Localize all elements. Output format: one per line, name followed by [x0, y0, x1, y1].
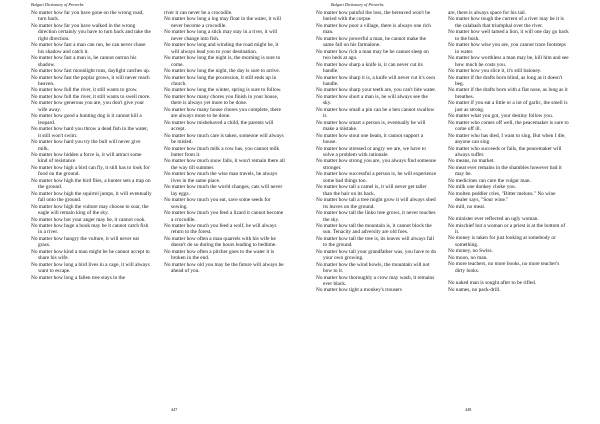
proverb-entry: No milk one donkey choke you.: [448, 184, 516, 191]
proverb-entry: No matter what you got, your destiny follow you.: [448, 113, 554, 120]
proverb-entry: No matter how sharp a knife is, it can never cut its handle.: [316, 61, 423, 75]
proverb-entry: No matter how far you have gone on the wrong road, turn back.: [31, 10, 144, 23]
proverb-entry: No matter how worthless a man may be, kill him and see how much he costs you.: [448, 55, 569, 68]
proverb-entry: No matter how wise you are, you cannot trace footsteps in water.: [448, 42, 566, 55]
proverb-entry: No matter how far you have walked in the wrong direction certainly you have to turn back and take the right direction.: [31, 22, 151, 42]
proverb-entry: No matter how long the night, the day is sure to arrive.: [164, 68, 281, 75]
proverb-entry: No matter how small a pin can be a hen cannot swallow it.: [316, 106, 435, 120]
proverb-entry: No matter how fast the poplar grows, it will never reach heaven.: [31, 74, 150, 87]
proverb-entry: No matter who succeeds or fails, the peacemaker will always suffer.: [448, 145, 562, 158]
proverb-entry: No matter how long a log may float in the water, it will never become a crocodile.: [164, 16, 282, 29]
page-number: 447: [171, 407, 178, 412]
proverb-entry: No matter how tall your grandfather was, you have to do your own growing.: [316, 248, 437, 262]
proverb-entry: No matter how old you may be the future will always be ahead of you.: [164, 261, 284, 275]
proverb-entry: No matter how much the wise man travels, he always lives in the same place.: [164, 171, 278, 184]
proverb-entry: No matter how misbehaved a child, the parents will accept.: [164, 119, 274, 133]
proverb-entry: No matter how you slice it, it's still baloney.: [448, 68, 542, 75]
proverb-entry: No matter how rich a man may be he cannot sleep on two beds at ago.: [316, 48, 429, 62]
proverb-entry: No matter how long a stick may stay in a river, it will never change into fish.: [164, 29, 278, 42]
proverb-entry: No matter how high the vulture may choose to soar, the eagle will remain king of the sky.: [31, 203, 149, 217]
proverb-entry: No matter how long the night is, the morning is sure to come.: [164, 55, 281, 68]
proverb-entry: No matter how much snow falls, it won't remain there all the way till summer.: [164, 158, 285, 171]
proverb-entry: No matter how tall a camel is, it will never get taller than the hair on its back.: [316, 184, 427, 197]
proverb-entry: No medicines can cure the vulgar man.: [448, 177, 531, 184]
proverb-entry: No more teachers, no more books, no more teacher's dirty looks.: [448, 261, 560, 274]
proverb-entry: No matter if you eat a little or a lot of garlic, the smell is just as strong.: [448, 100, 568, 113]
proverb-entry: No molten peddler cries, "Bitter melons." No wine dealer says, "Sour wine.": [448, 190, 556, 204]
proverb-entry: No matter how successful a person is, he will experience some bad things too.: [316, 171, 437, 184]
proverb-entry: No mill, no meal.: [448, 203, 486, 210]
proverb-entry: No names, no pack-drill.: [448, 286, 501, 293]
proverb-entry: No mischief but a woman or a priest is at the bottom of it.: [448, 222, 566, 235]
proverb-entry: No matter how fast moonlight runs, daylight catches up.: [31, 68, 151, 75]
proverb-entry: No matter how much milk a cow has, you cannot milk butter from it.: [164, 145, 280, 158]
proverb-entry: No matter how much you eat, save some seeds for sowing.: [164, 197, 271, 210]
proverb-entry: No matter how many chores you finish in your house, there is always yet more to be done.: [164, 93, 279, 107]
proverb-entry: No matter how long a fallen tree stays in the: [31, 274, 125, 281]
proverb-entry: are, there is always space for his tail.: [448, 10, 527, 16]
proverb-entry: No matter how often a pitcher goes to the water it is broken in the end.: [164, 248, 275, 262]
proverb-entry: No matter how painful the loss, the bereaved won't be buried with the corpse.: [316, 10, 431, 23]
running-head: Bulgari Dictionary of Proverbs: [31, 2, 84, 7]
proverb-entry: No matter how huge a hook may be it cannot catch fish in a river.: [31, 222, 149, 236]
proverb-entry: No matter how fast a man can run, he can never chase his shadow and catch it.: [31, 42, 146, 55]
proverb-entry: No matter how long a bird lives in a cage, it will always want to escape.: [31, 261, 150, 275]
proverb-entry: No matter how hidden a force is, it will attract some kind of resistance: [31, 151, 142, 165]
proverb-entry: No matter how smart a person is, eventually he will make a mistake.: [316, 119, 426, 133]
proverb-entry: No matter how hungry the vulture, it will never eat grass.: [31, 235, 139, 249]
proverb-entry: No matter who comes off well, the peacemaker is sure to come off ill.: [448, 119, 569, 133]
proverb-entry: No matter how kind a man might be he cannot accept to share his wife.: [31, 248, 150, 262]
right-page: [300, 0, 600, 424]
proverb-entry: No matter how long the procession, it still ends up in church.: [164, 74, 277, 87]
proverb-entry: No matter how long the winter, spring is sure to follow.: [164, 87, 282, 94]
proverb-entry: No matter how much the world changes, cats will never lay eggs.: [164, 184, 283, 197]
proverb-entry: No matter how well tamed a lion, it will one day go back to the bush.: [448, 29, 569, 42]
proverb-entry: No matter how hot your anger may be, it cannot cook.: [31, 216, 146, 223]
proverb-entry: No money, no Swiss.: [448, 248, 493, 255]
proverb-entry: No matter how good a hunting dog is it cannot kill a leopard.: [31, 113, 142, 126]
proverb-entry: No matter how tall the tree is, its leaves will always fall to the ground.: [316, 235, 434, 249]
column-left: [31, 10, 152, 281]
proverb-entry: No matter if the drafts born blind, as long as it doesn't beg.: [448, 74, 563, 87]
proverb-entry: No matter how the wind howls, the mountain will not bow to it.: [316, 261, 430, 275]
column-left: [316, 10, 437, 294]
proverb-entry: No matter how sharp your teeth are, you can't bite water.: [316, 87, 437, 94]
proverb-entry: No matter how often a man quarrels with his wife he doesn't do so during the hours leading to bedtime.: [164, 235, 277, 249]
proverb-entry: No matter how sharp it is, a knife will never cut it's own handle.: [316, 74, 436, 87]
proverb-entry: No matter how stout one beam, it cannot support a house.: [316, 132, 424, 146]
proverb-entry: No matter how generous you are, you don't give your wife away.: [31, 100, 145, 113]
proverb-entry: No matter how hard you try the bull will never give milk.: [31, 139, 141, 152]
proverb-entry: No matter how tall the linko tree grows, it never touches the sky.: [316, 210, 436, 223]
proverb-entry: No matter how tight a monkey's trousers: [316, 287, 402, 294]
proverb-entry: No naked man is sought after to be rifled.: [448, 280, 537, 287]
proverb-entry: No matter who has died, I want to sing. But when I die, anyone can sing.: [448, 132, 566, 146]
proverb-entry: No matter how poor a village, there is always one rich man.: [316, 22, 431, 36]
page-number: 448: [465, 407, 472, 412]
proverb-entry: No matter how high the squirrel jumps, it will eventually fall onto the ground.: [31, 190, 152, 204]
proverb-entry: No minister ever reflected an ugly woman.: [448, 216, 539, 223]
proverb-entry: river it can never be a crocodile.: [164, 10, 233, 16]
proverb-entry: No matter how much you feed a wolf, he will always return to the forest.: [164, 222, 277, 236]
proverb-entry: No matter how high a bird can fly, it still has to look for food on the ground.: [31, 164, 150, 178]
proverb-entry: No matter how short a man is, he will always see the sky.: [316, 93, 428, 107]
proverb-entry: No matter how high the bird flies, a hunter sets a trap on the ground.: [31, 177, 151, 191]
proverb-entry: No matter how much you feed a lizard it cannot become a crocodile.: [164, 210, 284, 223]
proverb-entry: No moon, no man.: [448, 254, 488, 261]
proverb-entry: No matter how full the river, it still wants to swell more.: [31, 93, 151, 100]
proverb-entry: No matter how hard you throw a dead fish in the water, it still won't swim.: [31, 126, 149, 139]
proverb-entry: No matter how fast a man is, he cannot outrun his shadow.: [31, 55, 137, 68]
proverb-entry: No means, no market.: [448, 158, 495, 165]
column-right: [448, 10, 569, 293]
proverb-entry: No matter how many house chores you complete, there are always more to be done.: [164, 106, 281, 120]
proverb-entry: No matter how much care is taken, someone will always be misled.: [164, 132, 284, 146]
proverb-entry: No matter how tough the current of a river may be it is the calabash that triumphal over the river.: [448, 16, 564, 29]
proverb-entry: No matter how powerful a man, he cannot make the same fall on his farmalone.: [316, 35, 427, 49]
proverb-entry: No matter how tall the mountain is, it cannot block the sun. Tenacity and adversity are old foes.: [316, 222, 432, 236]
proverb-entry: No meat ever remains in the shambles however bad it may be.: [448, 164, 562, 178]
proverb-entry: No matter how stressed or angry we are, we have to solve a problem with rationale.: [316, 145, 426, 158]
proverb-entry: No matter if the drafts born with a flat nose, as long as it breathes.: [448, 87, 568, 100]
column-right: [164, 10, 285, 275]
proverb-entry: No money is taken for just looking at somebody or something.: [448, 235, 556, 248]
proverb-entry: No matter how long and winding the road might be, it will always lead you to your destination.: [164, 42, 279, 55]
proverb-entry: No matter how thoroughly a crow may wash, it remains ever black.: [316, 274, 435, 288]
proverb-entry: No matter how tall a tree might grow it will always shed its leaves on the ground.: [316, 197, 436, 210]
proverb-entry: No matter how full the river, it still wants to grow.: [31, 87, 138, 94]
proverb-entry: No matter how strong you are, you always find someone stronger.: [316, 158, 437, 171]
running-head: Bulgari Dictionary of Proverbs: [331, 2, 384, 7]
